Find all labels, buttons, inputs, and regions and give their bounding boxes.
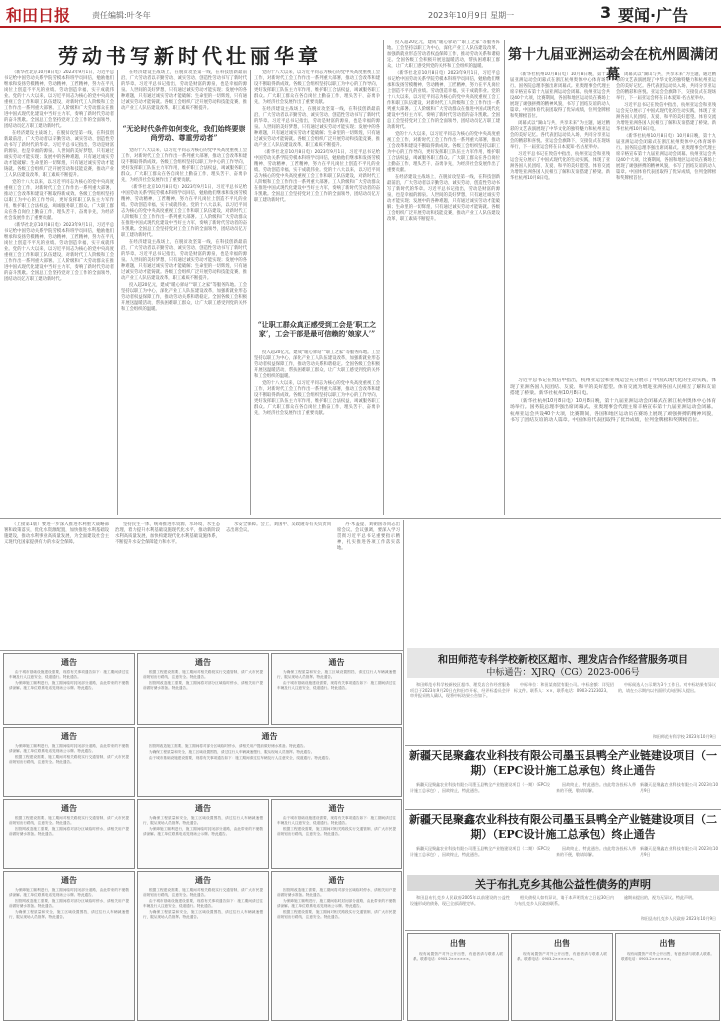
page-header xyxy=(0,0,721,28)
school-ad-text-1 xyxy=(410,682,510,742)
paragraph: （新华社北京10月8日电）2023年9月1日，习近平总书记给中国劳动关系学院劳模本科班学员回信，勉励他们继承和发扬劳模精神、劳动精神、工匠精神，努力在平凡岗位上创造不平凡的业绩。劳动创造幸福，实干成就伟业。党的十八大以来，以习近平同志为核心的党中央高度重视工会工作和职工队伍建设，对新时代工人阶级和工会工作作出一系列重大部署。工人阶级和广大劳动群众在推进中国式现代化建设中当好主力军，奏响了新时代劳动者的奋斗凯歌。全国总工会坚持党对工会工作的全面领导，团结动员亿万职工建功新时代。 xyxy=(121,185,247,238)
column-divider xyxy=(504,40,505,515)
lower-article-column-1 xyxy=(4,522,109,647)
paragraph: 由于城市基础设施建设需要，现将有关事项通告如下：施工期间请过往车辆及行人注意安全，绕道通行。特此通告。 xyxy=(277,816,396,825)
paragraph: 因管网改造施工需要，施工期间将对部分区域临时停水，请相关用户提前做好储水准备。特此通告。 xyxy=(277,888,396,897)
sale-title: 出售 xyxy=(450,939,466,948)
lower-article-column-3 xyxy=(226,522,331,647)
right-headline: 第十九届亚洲运动会在杭州圆满闭幕 xyxy=(508,47,718,83)
paragraph: 因管网改造施工需要，施工期间将对部分区域临时停水，请相关用户提前做好储水准备。特此通告。 xyxy=(143,681,263,690)
poultry-ad-text-1 xyxy=(410,782,550,806)
notice-text xyxy=(143,670,263,720)
paragraph: （新华社北京10月8日电）2023年9月1日，习近平总书记给中国劳动关系学院劳模本科班学员回信，勉励他们继承和发扬劳模精神、劳动精神、工匠精神，努力在平凡岗位上创造不平凡的业绩。劳动创造幸福，实干成就伟业。党的十八大以来，以习近平同志为核心的党中央高度重视工会工作和职工队伍建设，对新时代工人阶级和工会工作作出一系列重大部署。工人阶级和广大劳动群众在推进中国式现代化建设中当好主力军，奏响了新时代劳动者的奋斗凯歌。全国总工会坚持党对工会工作的全面领导，团结动员亿万职工建功新时代。 xyxy=(387,71,500,130)
paragraph: 由于城市基础设施建设需要，现将有关事项通告如下：施工期间请过往车辆及行人注意安全，绕道通行。特此通告。 xyxy=(277,681,396,690)
poultry-ad-title-1: 新疆天昆聚鑫农业科技有限公司墨玉县鸭全产业链建设项目（一期）（EPC设计施工总承包）终止通告 xyxy=(409,749,717,777)
notice-box xyxy=(271,653,402,725)
notice-box xyxy=(3,727,135,797)
paragraph: 为保障施工顺利进行，施工期间临时封闭部分道路，由此带来的不便敬请谅解。施工单位联系电话见现场公示牌。特此通告。 xyxy=(277,899,396,908)
right-article-column-3 xyxy=(510,378,716,515)
paragraph: 因管网改造施工需要，施工期间将对部分区域临时停水，请相关用户提前做好储水准备。特此通告。 xyxy=(9,899,129,908)
notice-title: 通告 xyxy=(195,658,211,667)
paragraph: 现有闲置资产对外公开出售，有意者请与联系人联系。联系电话：0903-2××××××。 xyxy=(621,952,714,961)
paragraph: 和田师范专科学校新校区超市、理发店合作经营服务项目于2023年9月20日在和田市开标，经评标委员会评审并报采购人确认，现将中标结果公告如下。 xyxy=(410,682,510,698)
section-divider xyxy=(405,809,721,810)
paragraph: （新华社北京10月8日电）2023年9月1日，习近平总书记给中国劳动关系学院劳模本科班学员回信，勉励他们继承和发扬劳模精神、劳动精神、工匠精神，努力在平凡岗位上创造不平凡的业绩。劳动创造幸福，实干成就伟业。党的十八大以来，以习近平同志为核心的党中央高度重视工会工作和职工队伍建设，对新时代工人阶级和工会工作作出一系列重大部署。工人阶级和广大劳动群众在推进中国式现代化建设中当好主力军，奏响了新时代劳动者的奋斗凯歌。全国总工会坚持党对工会工作的全面领导，团结动员亿万职工建功新时代。 xyxy=(4,70,114,129)
notice-box xyxy=(137,799,269,869)
notice-text xyxy=(9,888,129,1014)
notice-title: 通告 xyxy=(195,804,211,813)
paragraph: （新华社杭州10月8日电）10月8日晚，第十九届亚洲运动会闭幕式在浙江杭州奥体中心体育场举行。国务院总理李强出席闭幕式。亚奥理事会代理主席辛格宣布第十九届亚洲运动会闭幕。杭州亚运会共设40个大项，比赛期间，各国和地区运动员在赛场上展现了顽强拼搏的精神风貌，书写了团结友谊的动人篇章。中国体育代表团取得了优异成绩，位列金牌榜和奖牌榜首位。 xyxy=(510,72,610,119)
editor-credit: 责任编辑:叶冬年 xyxy=(92,11,151,20)
paragraph: 为确保工程质量和安全，施工区域设置围挡，请过往行人车辆减速慢行，服从现场人员指挥。特此通告。 xyxy=(9,910,129,919)
notice-text xyxy=(277,670,396,720)
paragraph: 坚持民生一体，统筹推进水资源、水环境、水生态治理，着力提升水利基础设施现代化水平，推动新阶段水利高质量发展，加快构建现代化水利基础设施体系，不断提升水安全保障能力和水平。 xyxy=(115,522,220,545)
paragraph: 新疆天昆聚鑫农业科技有限公司墨玉县鸭全产业链建设项目（一期）（EPC设计施工总承包），因故终止，特此通告。 xyxy=(410,782,550,793)
notice-text xyxy=(143,888,263,1014)
paragraph: 党的十八大以来，以习近平同志为核心的党中央高度重视工会工作，对新时代工会工作作出一系列重大部署，推动工会改革和建设不断取得新成效。各级工会组织坚持以职工为中心的工作导向，更好发挥职工队伍主力军作用，维护职工合法权益，竭诚服务职工群众。广大职工群众在各自岗位上勤奋工作、埋头苦干、奋勇争先，为经济社会发展作出了重要贡献。 xyxy=(387,132,500,173)
notice-title: 通告 xyxy=(328,804,345,813)
paragraph: 投入超20亿元，建成“暖心驿站”“职工之家”等服务阵地。工会坚持以职工为中心，深化产业工人队伍建设改革，加强新就业形态劳动者权益保障工作，推动劳动关系和谐稳定。全国各级工会积极开展送温暖活动，帮扶困难职工群众，让广大职工感受到党的关怀和工会组织的温暖。 xyxy=(387,40,500,69)
paragraph: 丹·木盖提、刘朝国等同志出席会议。会议强调，要深入学习贯彻习近平总书记重要指示精神，扎实推进各项工作落实落地。 xyxy=(337,522,400,551)
notice-box xyxy=(3,653,135,725)
notice-title: 通告 xyxy=(328,658,345,667)
paragraph: 党的十八大以来，以习近平同志为核心的党中央高度重视工会工作，对新时代工会工作作出一系列重大部署，推动工会改革和建设不断取得新成效。各级工会组织坚持以职工为中心的工作导向，更好发挥职工队伍主力军作用，维护职工合法权益，竭诚服务职工群众。广大职工群众在各自岗位上勤奋工作、埋头苦干、奋勇争先，为经济社会发展作出了重要贡献。 xyxy=(254,70,380,105)
main-article-column-3b xyxy=(254,350,380,515)
notice-box xyxy=(271,871,402,1021)
paragraph: 党的十八大以来，以习近平同志为核心的党中央高度重视工会工作，对新时代工会工作作出一系列重大部署，推动工会改革和建设不断取得新成效。各级工会组织坚持以职工为中心的工作导向，更好发挥职工队伍主力军作用，维护职工合法权益，竭诚服务职工群众。广大职工群众在各自岗位上勤奋工作、埋头苦干、奋勇争先，为经济社会发展作出了重要贡献。 xyxy=(254,381,380,416)
sale-text xyxy=(413,952,503,1012)
paragraph: 根据工程建设需要，施工期间对相关路段实行交通管制，请广大市民提前规划出行路线，注意安全。特此通告。 xyxy=(143,670,263,679)
main-article-column-1 xyxy=(4,70,114,515)
paragraph: （上接第1版）要进一步深入推进水利重大战略部署和政策落实，优化水资源配置，加快推进水利基础设施建设，推动水利事业高质量发展，为全面建设社会主义现代化国家提供有力的水安全保障。 xyxy=(4,522,109,545)
lower-article-column-2 xyxy=(115,522,220,647)
paragraph: 为确保工程质量和安全，施工区域设置围挡，请过往行人车辆减速慢行，服从现场人员指挥。特此通告。 xyxy=(277,670,396,679)
notice-text xyxy=(143,816,263,864)
paragraph: 现有闲置资产对外公开出售，有意者请与联系人联系。联系电话：0903-2××××××。 xyxy=(517,952,607,961)
notice-title: 通告 xyxy=(61,876,77,885)
paragraph: 为确保工程质量和安全，施工区域设置围挡，请过往行人车辆减速慢行，服从现场人员指挥。特此通告。 xyxy=(149,750,315,754)
sale-box xyxy=(615,933,720,1021)
notice-title: 通告 xyxy=(61,804,77,813)
school-ad-subtitle: 中标通告：XJRQ（CG）2023-006号 xyxy=(486,668,640,678)
paragraph: 根据工程建设需要，施工期间对相关路段实行交通管制，请广大市民提前规划出行路线，注意安全。特此通告。 xyxy=(277,910,396,919)
notice-text xyxy=(9,744,129,792)
paragraph: 为确保工程质量和安全，施工区域设置围挡，请过往行人车辆减速慢行，服从现场人员指挥。特此通告。 xyxy=(143,910,263,919)
paragraph: 由于城市基础设施建设需要，现将有关事项通告如下：施工期间请过往车辆及行人注意安全，绕道通行。特此通告。 xyxy=(9,670,129,679)
paragraph: 逾期未提出的，视为无异议。特此声明。 xyxy=(624,895,696,900)
paragraph: （新华社北京10月8日电）2023年9月1日，习近平总书记给中国劳动关系学院劳模本科班学员回信，勉励他们继承和发扬劳模精神、劳动精神、工匠精神，努力在平凡岗位上创造不平凡的业绩。劳动创造幸福，实干成就伟业。党的十八大以来，以习近平同志为核心的党中央高度重视工会工作和职工队伍建设，对新时代工人阶级和工会工作作出一系列重大部署。工人阶级和广大劳动群众在推进中国式现代化建设中当好主力军，奏响了新时代劳动者的奋斗凯歌。全国总工会坚持党对工会工作的全面领导，团结动员亿万职工建功新时代。 xyxy=(254,150,380,203)
paragraph: 中标单位：和田某商贸有限公司。中标金额：详见招标文件。联系人：××，联系电话：0903-2123023。 xyxy=(514,682,614,693)
paragraph: 在经济建设主战场上，在脱贫攻坚第一线，在科技创新最前沿，广大劳动者以辛勤劳动、诚实劳动、创造性劳动书写了新时代的华章。习近平总书记指出，劳动是财富的源泉，也是幸福的源泉。人世间的美好梦想，只有通过诚实劳动才能实现；发展中的各种难题，只有通过诚实劳动才能破解；生命里的一切辉煌，只有通过诚实劳动才能铸就。各级工会组织广泛开展劳动和技能竞赛，推动产业工人队伍建设改革，职工素质不断提升。 xyxy=(121,240,247,281)
paragraph: 现有闲置资产对外公开出售，有意者请与联系人联系。联系电话：0903-2××××××。 xyxy=(413,952,503,961)
paragraph: 水安全保障。会上，刘国中、吴政隆等有关负责同志出席会议。 xyxy=(226,522,331,533)
section-divider xyxy=(0,518,721,519)
paragraph: 投入超20亿元，建成“暖心驿站”“职工之家”等服务阵地。工会坚持以职工为中心，深化产业工人队伍建设改革，加强新就业形态劳动者权益保障工作，推动劳动关系和谐稳定。全国各级工会积极开展送温暖活动，帮扶困难职工群众，让广大职工感受到党的关怀和工会组织的温暖。 xyxy=(121,283,247,312)
notice-title: 通告 xyxy=(195,876,211,885)
notice-text xyxy=(143,744,396,792)
sale-box xyxy=(407,933,509,1021)
paragraph: 在经济建设主战场上，在脱贫攻坚第一线，在科技创新最前沿，广大劳动者以辛勤劳动、诚实劳动、创造性劳动书写了新时代的华章。习近平总书记指出，劳动是财富的源泉，也是幸福的源泉。人世间的美好梦想，只有通过诚实劳动才能实现；发展中的各种难题，只有通过诚实劳动才能破解；生命里的一切辉煌，只有通过诚实劳动才能铸就。各级工会组织广泛开展劳动和技能竞赛，推动产业工人队伍建设改革，职工素质不断提升。 xyxy=(387,175,500,222)
paragraph: 相关债权人如有异议，请于本声明发布之日起30日内与布扎克乡人民政府联系。 xyxy=(514,895,614,906)
paragraph: 根据工程建设需要，施工期间对相关路段实行交通管制，请广大市民提前规划出行路线，注意安全。特此通告。 xyxy=(9,816,129,825)
notice-box xyxy=(137,727,402,797)
main-article-column-2a xyxy=(121,70,247,120)
paragraph: 在经济建设主战场上，在脱贫攻坚第一线，在科技创新最前沿，广大劳动者以辛勤劳动、诚实劳动、创造性劳动书写了新时代的华章。习近平总书记指出，劳动是财富的源泉，也是幸福的源泉。人世间的美好梦想，只有通过诚实劳动才能实现；发展中的各种难题，只有通过诚实劳动才能破解；生命里的一切辉煌，只有通过诚实劳动才能铸就。各级工会组织广泛开展劳动和技能竞赛，推动产业工人队伍建设改革，职工素质不断提升。 xyxy=(4,131,114,178)
notice-text xyxy=(277,816,396,864)
paragraph: 为保障施工顺利进行，施工期间临时封闭部分道路，由此带来的不便敬请谅解。施工单位联系电话见现场公示牌。特此通告。 xyxy=(9,888,129,897)
debt-ad-text-2 xyxy=(514,895,614,927)
notice-text xyxy=(9,816,129,864)
paragraph: 因故终止，特此通告。由此给各投标人带来的不便，敬请谅解。 xyxy=(556,782,636,793)
paragraph: 新疆天昆聚鑫农业科技有限公司墨玉县鸭全产业链建设项目（二期）（EPC设计施工总承包），因故终止，特此通告。 xyxy=(410,846,550,857)
main-article-column-3a xyxy=(254,70,380,315)
school-ad-text-2 xyxy=(514,682,614,742)
sale-title: 出售 xyxy=(659,939,676,948)
paragraph: （新华社杭州10月8日电）10月8日晚，第十九届亚洲运动会闭幕式在浙江杭州奥体中心体育场举行。国务院总理李强出席闭幕式。亚奥理事会代理主席辛格宣布第十九届亚洲运动会闭幕。杭州亚运会共设40个大项，比赛期间，各国和地区运动员在赛场上展现了顽强拼搏的精神风貌，书写了团结友谊的动人篇章。中国体育代表团取得了优异成绩，位列金牌榜和奖牌榜首位。 xyxy=(616,134,716,181)
main-article-column-2b xyxy=(121,148,247,515)
notice-title: 通告 xyxy=(328,876,345,885)
column-divider xyxy=(117,70,118,515)
paragraph: 闭幕式以“湖山与共，共享未来”为主题，通过精彩的文艺表演展现了中华文化的独特魅力和杭州亚运会的美好记忆。各代表团运动员入场，共同分享亚运会的精彩和喜悦。亚运会会旗降下，交接仪式在现场举行，下一届亚运会将在日本爱知·名古屋举办。 xyxy=(616,72,716,101)
paragraph: 习近平总书记在致信中指出，杭州亚运会和亚残运会充分展示了中国式现代化的生动实践，体现了亚洲各国人民团结、友爱、和平的美好愿望。体育交流为增进亚洲各国人民相互了解和友谊搭建了桥梁。新华社杭州10月8日电。 xyxy=(510,152,610,181)
notice-box xyxy=(3,799,135,869)
paragraph: 由于城市基础设施建设需要，现将有关事项通告如下：施工期间请过往车辆及行人注意安全，绕道通行。特此通告。 xyxy=(149,756,333,760)
debt-ad-text-3 xyxy=(618,895,716,915)
paragraph: 根据工程建设需要，施工期间对相关路段实行交通管制，请广大市民提前规划出行路线，注意安全。特此通告。 xyxy=(143,888,263,897)
poultry-ad-signature-2: 新疆天昆聚鑫农业科技有限公司 2023年10月9日 xyxy=(640,846,718,857)
paragraph: 在经济建设主战场上，在脱贫攻坚第一线，在科技创新最前沿，广大劳动者以辛勤劳动、诚实劳动、创造性劳动书写了新时代的华章。习近平总书记指出，劳动是财富的源泉，也是幸福的源泉。人世间的美好梦想，只有通过诚实劳动才能实现；发展中的各种难题，只有通过诚实劳动才能破解；生命里的一切辉煌，只有通过诚实劳动才能铸就。各级工会组织广泛开展劳动和技能竞赛，推动产业工人队伍建设改革，职工素质不断提升。 xyxy=(254,107,380,148)
sale-text xyxy=(517,952,607,1012)
section-title: 要闻·广告 xyxy=(618,6,689,25)
main-article-column-4 xyxy=(387,40,500,515)
debt-ad-signature: 和田县布扎克乡人民政府 2023年10月9日 xyxy=(640,916,716,921)
paragraph: 党的十八大以来，以习近平同志为核心的党中央高度重视工会工作，对新时代工会工作作出一系列重大部署，推动工会改革和建设不断取得新成效。各级工会组织坚持以职工为中心的工作导向，更好发挥职工队伍主力军作用，维护职工合法权益，竭诚服务职工群众。广大职工群众在各自岗位上勤奋工作、埋头苦干、奋勇争先，为经济社会发展作出了重要贡献。 xyxy=(121,148,247,183)
notice-title: 通告 xyxy=(61,732,77,741)
notice-box xyxy=(271,799,402,869)
poultry-ad-text-2b xyxy=(556,846,636,870)
right-article-column-1 xyxy=(510,72,610,372)
paragraph: 投入超20亿元，建成“暖心驿站”“职工之家”等服务阵地。工会坚持以职工为中心，深化产业工人队伍建设改革，加强新就业形态劳动者权益保障工作，推动劳动关系和谐稳定。全国各级工会积极开展送温暖活动，帮扶困难职工群众，让广大职工感受到党的关怀和工会组织的温暖。 xyxy=(254,350,380,379)
notice-box xyxy=(137,653,269,725)
section-divider xyxy=(405,930,721,931)
column-divider xyxy=(250,70,251,515)
notice-title: 通告 xyxy=(61,658,77,667)
school-ad-signature: 和田师范专科学校 2023年10月9日 xyxy=(652,734,716,739)
sale-box xyxy=(511,933,613,1021)
lower-article-column-4 xyxy=(337,522,400,647)
paragraph: 为保障施工顺利进行，施工期间临时封闭部分道路，由此带来的不便敬请谅解。施工单位联系电话见现场公示牌。特此通告。 xyxy=(143,827,263,836)
notice-text xyxy=(9,670,129,720)
right-article-column-2 xyxy=(616,72,716,372)
section-divider xyxy=(405,745,721,746)
section-divider xyxy=(0,650,403,651)
main-subhead-1: “无论时代条件如何变化，我们始终要崇尚劳动、尊重劳动者” xyxy=(122,124,246,142)
debt-ad-title: 关于布扎克乡其他公益性债务的声明 xyxy=(475,878,651,891)
main-headline: 劳动书写新时代壮丽华章 xyxy=(58,44,322,68)
paragraph: （新华社杭州10月8日电）10月8日晚，第十九届亚洲运动会闭幕式在浙江杭州奥体中心体育场举行。国务院总理李强出席闭幕式。亚奥理事会代理主席辛格宣布第十九届亚洲运动会闭幕。杭州亚运会共设40个大项，比赛期间，各国和地区运动员在赛场上展现了顽强拼搏的精神风貌，书写了团结友谊的动人篇章。中国体育代表团取得了优异成绩，位列金牌榜和奖牌榜首位。 xyxy=(510,398,716,423)
paragraph: 中标候选人公示期为3个工作日。对中标结果有异议的，请在公示期内以书面形式向招标人提出。 xyxy=(618,682,716,693)
main-subhead-2: “让职工群众真正感受到工会是‘职工之家’，工会干部是最可信赖的‘娘家人’” xyxy=(257,320,377,338)
column-divider xyxy=(383,40,384,515)
poultry-ad-text-1b xyxy=(556,782,636,806)
paragraph: 为保障施工顺利进行，施工期间临时封闭部分道路，由此带来的不便敬请谅解。施工单位联系电话见现场公示牌。特此通告。 xyxy=(9,681,129,690)
poultry-ad-signature-1: 新疆天昆聚鑫农业科技有限公司 2023年10月9日 xyxy=(640,782,718,793)
notice-box xyxy=(3,871,135,1021)
issue-date: 2023年10月9日 星期一 xyxy=(428,11,515,20)
newspaper-masthead: 和田日报 xyxy=(6,6,71,25)
page-number: 3 xyxy=(600,3,612,22)
paragraph: 为确保工程质量和安全，施工区域设置围挡，请过往行人车辆减速慢行，服从现场人员指挥。特此通告。 xyxy=(143,816,263,825)
notice-text xyxy=(277,888,396,1014)
paragraph: 根据工程建设需要，施工期间对相关路段实行交通管制，请广大市民提前规划出行路线，注意安全。特此通告。 xyxy=(9,755,129,764)
paragraph: 和田县布扎克乡人民政府2005年以前建设的公益性设施形成的债务，现已全部清理完毕。 xyxy=(410,895,510,906)
paragraph: （新华社北京10月8日电）2023年9月1日，习近平总书记给中国劳动关系学院劳模本科班学员回信，勉励他们继承和发扬劳模精神、劳动精神、工匠精神，努力在平凡岗位上创造不平凡的业绩。劳动创造幸福，实干成就伟业。党的十八大以来，以习近平同志为核心的党中央高度重视工会工作和职工队伍建设，对新时代工人阶级和工会工作作出一系列重大部署。工人阶级和广大劳动群众在推进中国式现代化建设中当好主力军，奏响了新时代劳动者的奋斗凯歌。全国总工会坚持党对工会工作的全面领导，团结动员亿万职工建功新时代。 xyxy=(4,223,114,282)
paragraph: 习近平总书记在致信中指出，杭州亚运会和亚残运会充分展示了中国式现代化的生动实践，体现了亚洲各国人民团结、友爱、和平的美好愿望。体育交流为增进亚洲各国人民相互了解和友谊搭建了桥梁。新华社杭州10月8日电。 xyxy=(616,103,716,132)
paragraph: 因故终止，特此通告。由此给各投标人带来的不便，敬请谅解。 xyxy=(556,846,636,857)
paragraph: 在经济建设主战场上，在脱贫攻坚第一线，在科技创新最前沿，广大劳动者以辛勤劳动、诚实劳动、创造性劳动书写了新时代的华章。习近平总书记指出，劳动是财富的源泉，也是幸福的源泉。人世间的美好梦想，只有通过诚实劳动才能实现；发展中的各种难题，只有通过诚实劳动才能破解；生命里的一切辉煌，只有通过诚实劳动才能铸就。各级工会组织广泛开展劳动和技能竞赛，推动产业工人队伍建设改革，职工素质不断提升。 xyxy=(121,70,247,111)
school-ad-title: 和田师范专科学校新校区超市、理发店合作经营服务项目 xyxy=(438,655,688,666)
notice-box xyxy=(137,871,269,1021)
paragraph: 为保障施工顺利进行，施工期间临时封闭部分道路，由此带来的不便敬请谅解。施工单位联系电话见现场公示牌。特此通告。 xyxy=(9,744,129,753)
paragraph: 习近平总书记在致信中指出，杭州亚运会和亚残运会充分展示了中国式现代化的生动实践，体现了亚洲各国人民团结、友爱、和平的美好愿望。体育交流为增进亚洲各国人民相互了解和友谊搭建了桥梁。新华社杭州10月8日电。 xyxy=(510,378,716,396)
paragraph: 因管网改造施工需要，施工期间将对部分区域临时停水，请相关用户提前做好储水准备。特此通告。 xyxy=(149,744,308,748)
paragraph: 党的十八大以来，以习近平同志为核心的党中央高度重视工会工作，对新时代工会工作作出一系列重大部署，推动工会改革和建设不断取得新成效。各级工会组织坚持以职工为中心的工作导向，更好发挥职工队伍主力军作用，维护职工合法权益，竭诚服务职工群众。广大职工群众在各自岗位上勤奋工作、埋头苦干、奋勇争先，为经济社会发展作出了重要贡献。 xyxy=(4,180,114,221)
sale-title: 出售 xyxy=(554,939,570,948)
poultry-ad-title-2: 新疆天昆聚鑫农业科技有限公司墨玉县鸭全产业链建设项目（二期）（EPC设计施工总承包）终止通告 xyxy=(409,813,717,841)
paragraph: 根据工程建设需要，施工期间对相关路段实行交通管制，请广大市民提前规划出行路线，注意安全。特此通告。 xyxy=(277,827,396,836)
paragraph: 闭幕式以“湖山与共，共享未来”为主题，通过精彩的文艺表演展现了中华文化的独特魅力和杭州亚运会的美好记忆。各代表团运动员入场，共同分享亚运会的精彩和喜悦。亚运会会旗降下，交接仪式在现场举行，下一届亚运会将在日本爱知·名古屋举办。 xyxy=(510,121,610,150)
notice-title: 通告 xyxy=(261,732,278,741)
paragraph: 由于城市基础设施建设需要，现将有关事项通告如下：施工期间请过往车辆及行人注意安全，绕道通行。特此通告。 xyxy=(143,899,263,908)
sale-text xyxy=(621,952,714,1012)
poultry-ad-text-2 xyxy=(410,846,550,870)
column-divider xyxy=(403,520,404,1020)
school-ad-text-3 xyxy=(618,682,716,734)
debt-ad-text-1 xyxy=(410,895,510,927)
paragraph: 因管网改造施工需要，施工期间将对部分区域临时停水，请相关用户提前做好储水准备。特此通告。 xyxy=(9,827,129,836)
